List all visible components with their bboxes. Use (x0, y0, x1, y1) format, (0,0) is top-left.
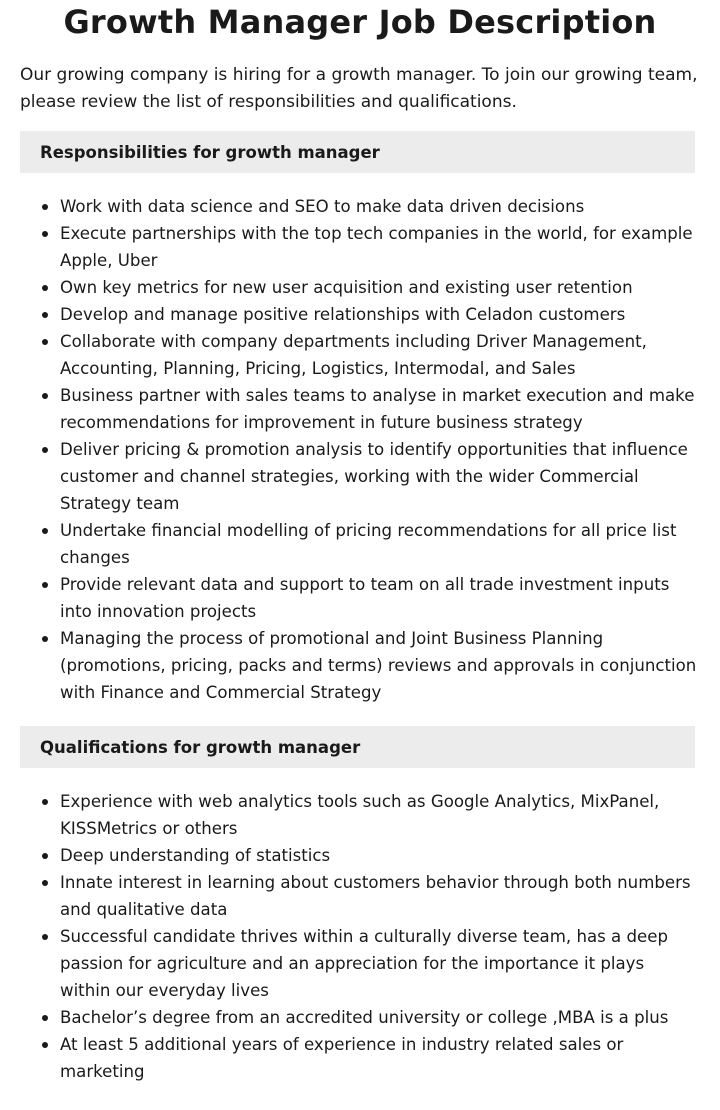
bullet-icon (42, 204, 48, 210)
list-item (20, 788, 698, 842)
list-item-text: Managing the process of promotional and Joint Business Planning (promotions, pricing, packs and terms) reviews and approvals in conjunction with Finance and Commercial Strategy (60, 629, 697, 702)
list-item-text: Collaborate with company departments including Driver Management, Accounting, Planning, Pricing, Logistics, Intermodal, and Sales (60, 332, 647, 378)
page-title: Growth Manager Job Description (63, 3, 657, 41)
list-item-text: At least 5 additional years of experience in industry related sales or marketing (60, 1035, 624, 1081)
list-item (20, 220, 698, 274)
qualifications-list (20, 788, 698, 1085)
list-item (20, 382, 698, 436)
list-item (20, 571, 698, 625)
bullet-icon (42, 231, 48, 237)
list-item-text: Develop and manage positive relationships with Celadon customers (60, 305, 626, 324)
list-item-text: Undertake financial modelling of pricing recommendations for all price list changes (60, 521, 677, 567)
bullet-icon (42, 880, 48, 886)
list-item-text: Deliver pricing & promotion analysis to identify opportunities that influence customer and channel strategies, working with the wider Commercial Strategy team (60, 440, 688, 513)
bullet-icon (42, 285, 48, 291)
list-item (20, 869, 698, 923)
list-item (20, 193, 698, 220)
list-item-text: Execute partnerships with the top tech companies in the world, for example Apple, Uber (60, 224, 693, 270)
list-item-text: Work with data science and SEO to make data driven decisions (60, 197, 585, 216)
bullet-icon (42, 799, 48, 805)
bullet-icon (42, 934, 48, 940)
list-item (20, 1031, 698, 1085)
list-item (20, 328, 698, 382)
intro-paragraph: Our growing company is hiring for a growth manager. To join our growing team, please review the list of responsibilities and qualifications. (20, 65, 698, 112)
bullet-icon (42, 853, 48, 859)
responsibilities-list (20, 193, 698, 706)
qualifications-heading: Qualifications for growth manager (20, 726, 695, 768)
list-item-text: Deep understanding of statistics (60, 846, 331, 865)
bullet-icon (42, 339, 48, 345)
responsibilities-heading: Responsibilities for growth manager (20, 131, 695, 173)
list-item-text: Provide relevant data and support to team on all trade investment inputs into innovation projects (60, 575, 670, 621)
list-item (20, 517, 698, 571)
list-item (20, 625, 698, 706)
list-item-text: Bachelor’s degree from an accredited university or college ,MBA is a plus (60, 1008, 669, 1027)
list-item (20, 274, 698, 301)
bullet-icon (42, 312, 48, 318)
list-item-text: Innate interest in learning about customers behavior through both numbers and qualitative data (60, 873, 691, 919)
bullet-icon (42, 1042, 48, 1048)
bullet-icon (42, 1015, 48, 1021)
list-item (20, 436, 698, 517)
list-item-text: Own key metrics for new user acquisition and existing user retention (60, 278, 633, 297)
bullet-icon (42, 393, 48, 399)
list-item (20, 842, 698, 869)
bullet-icon (42, 447, 48, 453)
bullet-icon (42, 636, 48, 642)
list-item-text: Experience with web analytics tools such as Google Analytics, MixPanel, KISSMetrics or others (60, 792, 660, 838)
list-item-text: Successful candidate thrives within a culturally diverse team, has a deep passion for agriculture and an appreciation for the importance it plays within our everyday lives (60, 927, 668, 1000)
list-item (20, 301, 698, 328)
bullet-icon (42, 582, 48, 588)
list-item (20, 1004, 698, 1031)
bullet-icon (42, 528, 48, 534)
list-item-text: Business partner with sales teams to analyse in market execution and make recommendations for improvement in future business strategy (60, 386, 695, 432)
list-item (20, 923, 698, 1004)
